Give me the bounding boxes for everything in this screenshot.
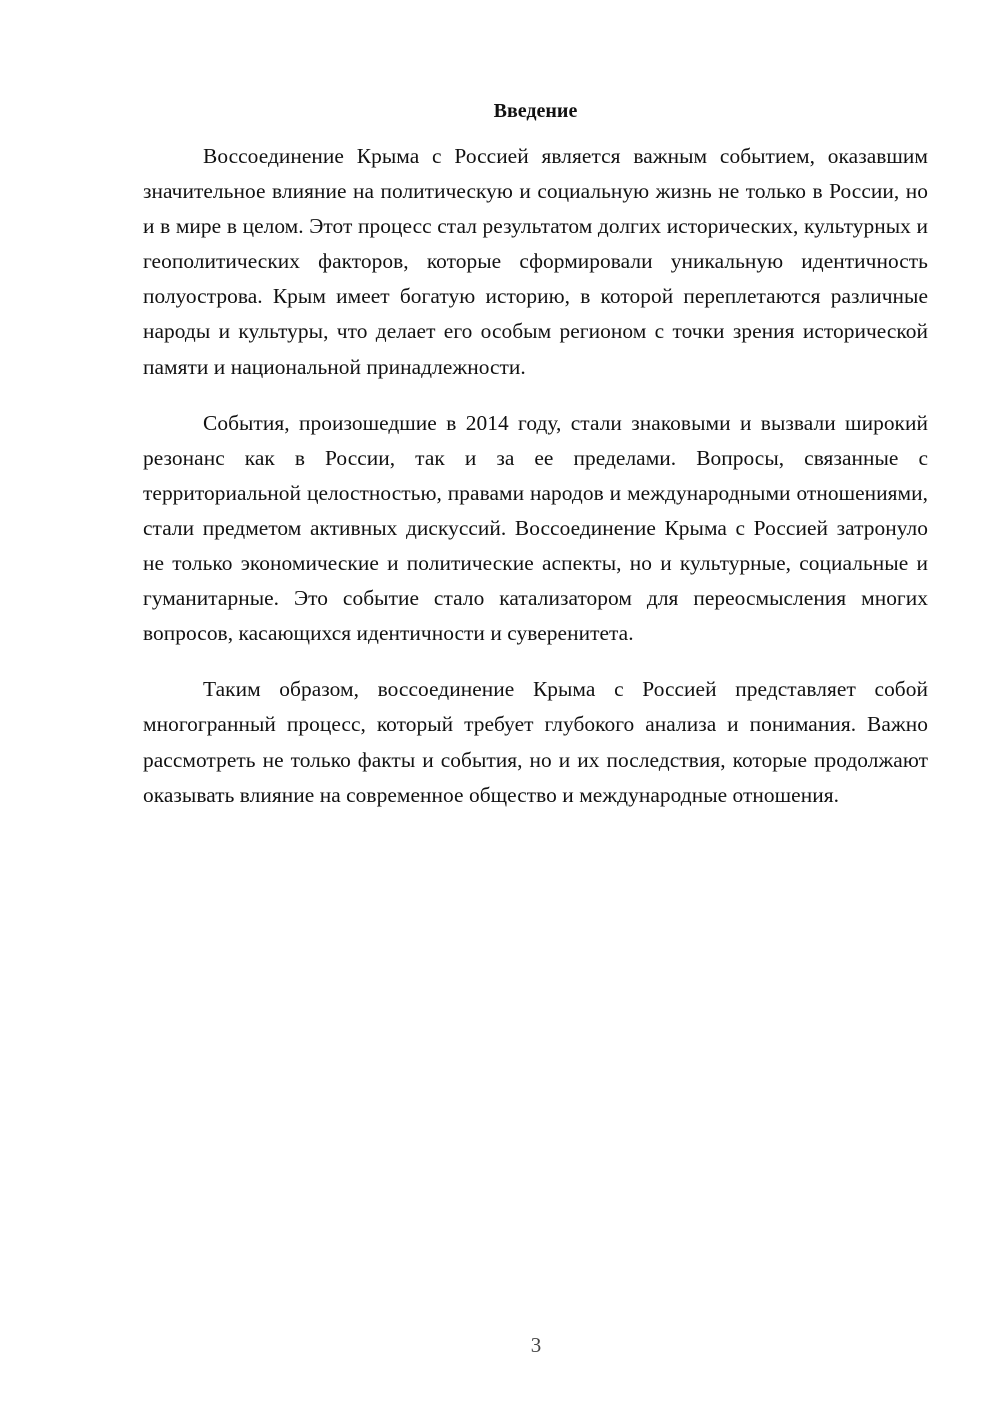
- paragraph-3: Таким образом, воссоединение Крыма с Россией представляет собой многогранный процесс, который требует глубокого анализа и понимания. Важно рассмотреть не только факты и события, но и их последствия, которые продолжают оказывать влияние на современное общество и международные отношения.: [143, 677, 928, 807]
- page-body: [143, 96, 928, 834]
- page-number: 3: [530, 1333, 542, 1357]
- paragraph-1: Воссоединение Крыма с Россией является важным событием, оказавшим значительное влияние на политическую и социальную жизнь не только в России, но и в мире в целом. Этот процесс стал результатом долгих исторических, культурных и геополитических факторов, которые сформировали уникальную идентичность полуострова. Крым имеет богатую историю, в которой переплетаются различные народы и культуры, что делает его особым регионом с точки зрения исторической памяти и национальной принадлежности.: [143, 144, 928, 379]
- section-title: Введение: [493, 100, 578, 122]
- paragraph-2: События, произошедшие в 2014 году, стали знаковыми и вызвали широкий резонанс как в России, так и за ее пределами. Вопросы, связанные с территориальной целостностью, правами народов и международными отношениями, стали предметом активных дискуссий. Воссоединение Крыма с Россией затронуло не только экономические и политические аспекты, но и культурные, социальные и гуманитарные. Это событие стало катализатором для переосмысления многих вопросов, касающихся идентичности и суверенитета.: [143, 410, 928, 646]
